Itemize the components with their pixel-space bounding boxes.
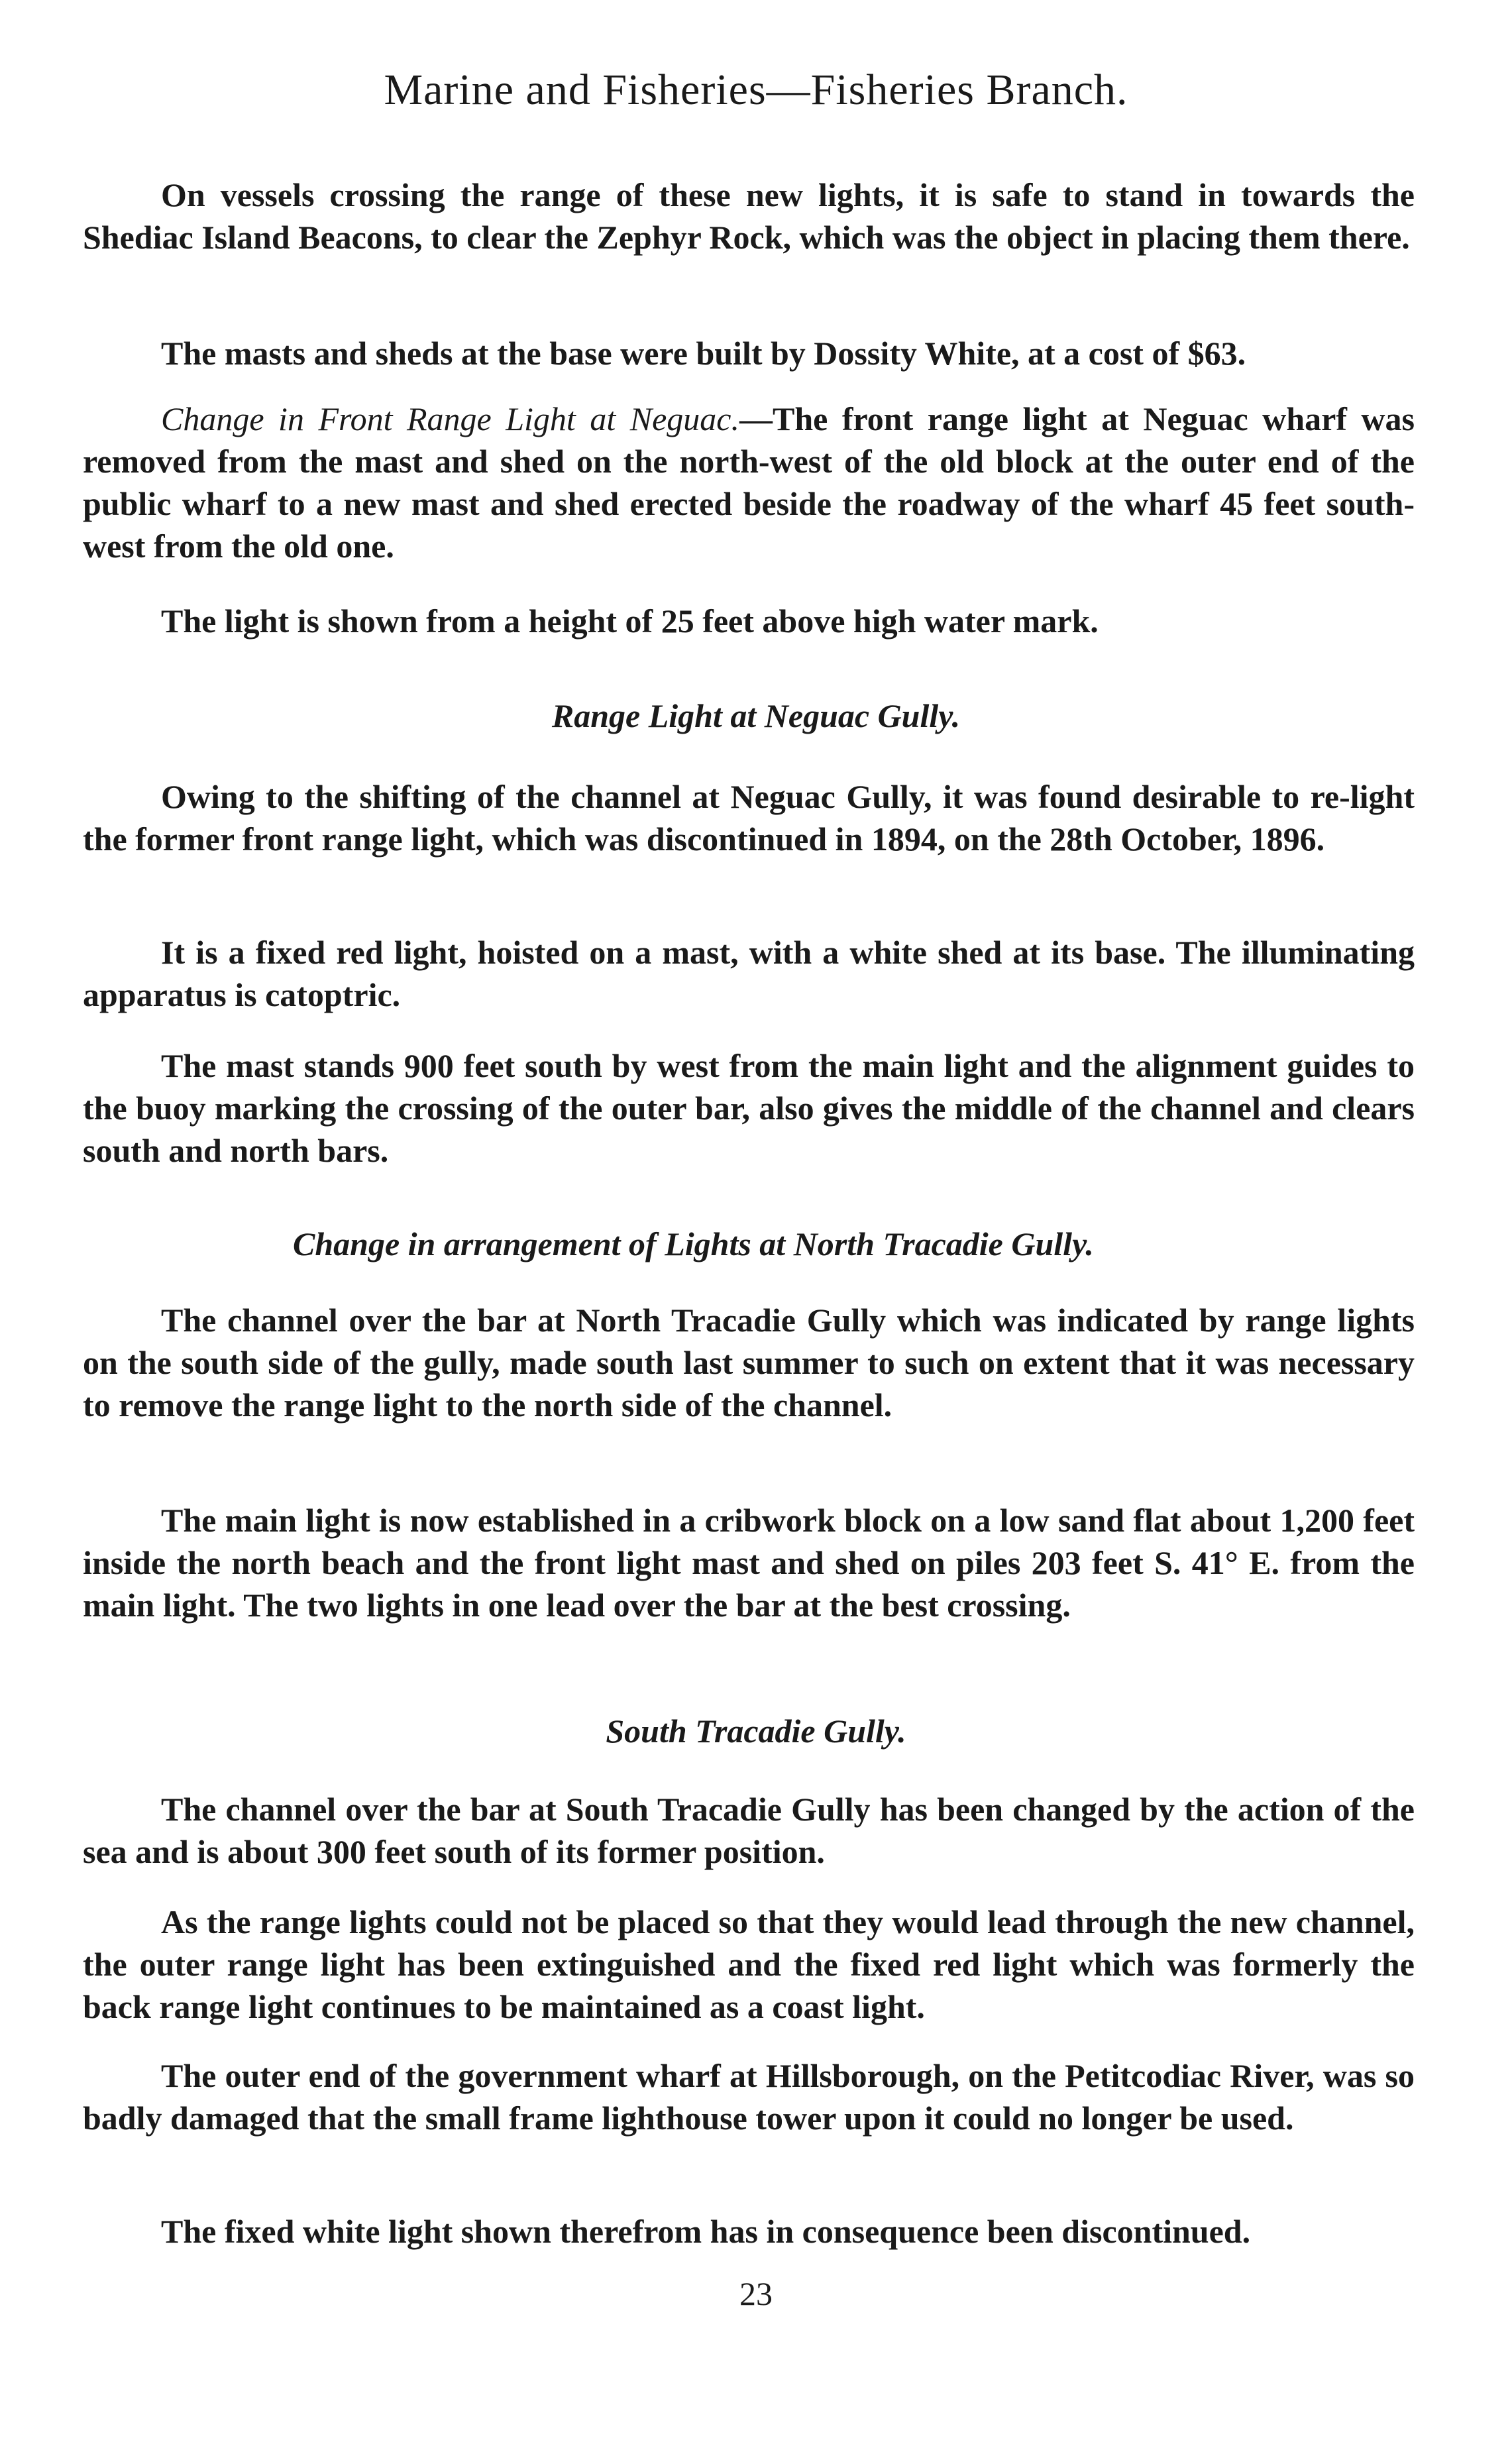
paragraph-hillsborough-wharf: The outer end of the government wharf at Hillsborough, on the Petitcodiac River, was so badly damaged that the small frame lighthouse tower upon it could no longer be used. xyxy=(83,2057,1415,2137)
paragraph-light-height: The light is shown from a height of 25 feet above high water mark. xyxy=(161,602,1099,640)
paragraph-neguac-front-range-body: —The front range light at Neguac wharf was removed from the mast and shed on the north-west of the old block at the outer end of the public wharf to a new mast and shed erected beside the roadway of the wharf 45 feet south-west from the old one. xyxy=(83,400,1415,565)
section-heading-north-tracadie: Change in arrangement of Lights at North Tracadie Gully. xyxy=(293,1225,1094,1262)
page-number: 23 xyxy=(739,2275,773,2312)
section-heading-neguac-gully: Range Light at Neguac Gully. xyxy=(551,697,961,734)
page-title: Marine and Fisheries—Fisheries Branch. xyxy=(384,66,1128,114)
inline-heading-neguac-front-range: Change in Front Range Light at Neguac. xyxy=(161,400,739,437)
paragraph-shediac-beacons: On vessels crossing the range of these new lights, it is safe to stand in towards the Shediac Island Beacons, to clear the Zephyr Rock, which was the object in placing them there. xyxy=(83,176,1415,256)
paragraph-north-tracadie-channel: The channel over the bar at North Tracadie Gully which was indicated by range lights on the south side of the gully, made south last summer to such on extent that it was necessary to remove the range light to the north side of the channel. xyxy=(83,1302,1415,1424)
paragraph-masts-sheds-cost: The masts and sheds at the base were built by Dossity White, at a cost of $63. xyxy=(161,335,1246,372)
paragraph-light-discontinued: The fixed white light shown therefrom has in consequence been discontinued. xyxy=(161,2213,1251,2250)
paragraph-main-light-cribwork: The main light is now established in a cribwork block on a low sand flat about 1,200 feet inside the north beach and the front light mast and shed on piles 203 feet S. 41° E. from the main light. The two lights in one lead over the bar at the best crossing. xyxy=(83,1502,1415,1624)
paragraph-range-lights-extinguished: As the range lights could not be placed so that they would lead through the new channel, the outer range light has been extinguished and the fixed red light which was formerly the back range light continues to be maintained as a coast light. xyxy=(83,1903,1415,2025)
paragraph-neguac-front-range xyxy=(83,398,1415,567)
paragraph-neguac-gully-relight: Owing to the shifting of the channel at Neguac Gully, it was found desirable to re-light the former front range light, which was discontinued in 1894, on the 28th October, 1896. xyxy=(83,778,1415,858)
paragraph-south-tracadie-channel: The channel over the bar at South Tracadie Gully has been changed by the action of the sea and is about 300 feet south of its former position. xyxy=(83,1791,1415,1870)
paragraph-mast-alignment: The mast stands 900 feet south by west from the main light and the alignment guides to the buoy marking the crossing of the outer bar, also gives the middle of the channel and clears south and north bars. xyxy=(83,1047,1415,1169)
paragraph-fixed-red-light: It is a fixed red light, hoisted on a mast, with a white shed at its base. The illuminating apparatus is catoptric. xyxy=(83,934,1415,1013)
section-heading-south-tracadie: South Tracadie Gully. xyxy=(606,1712,906,1750)
